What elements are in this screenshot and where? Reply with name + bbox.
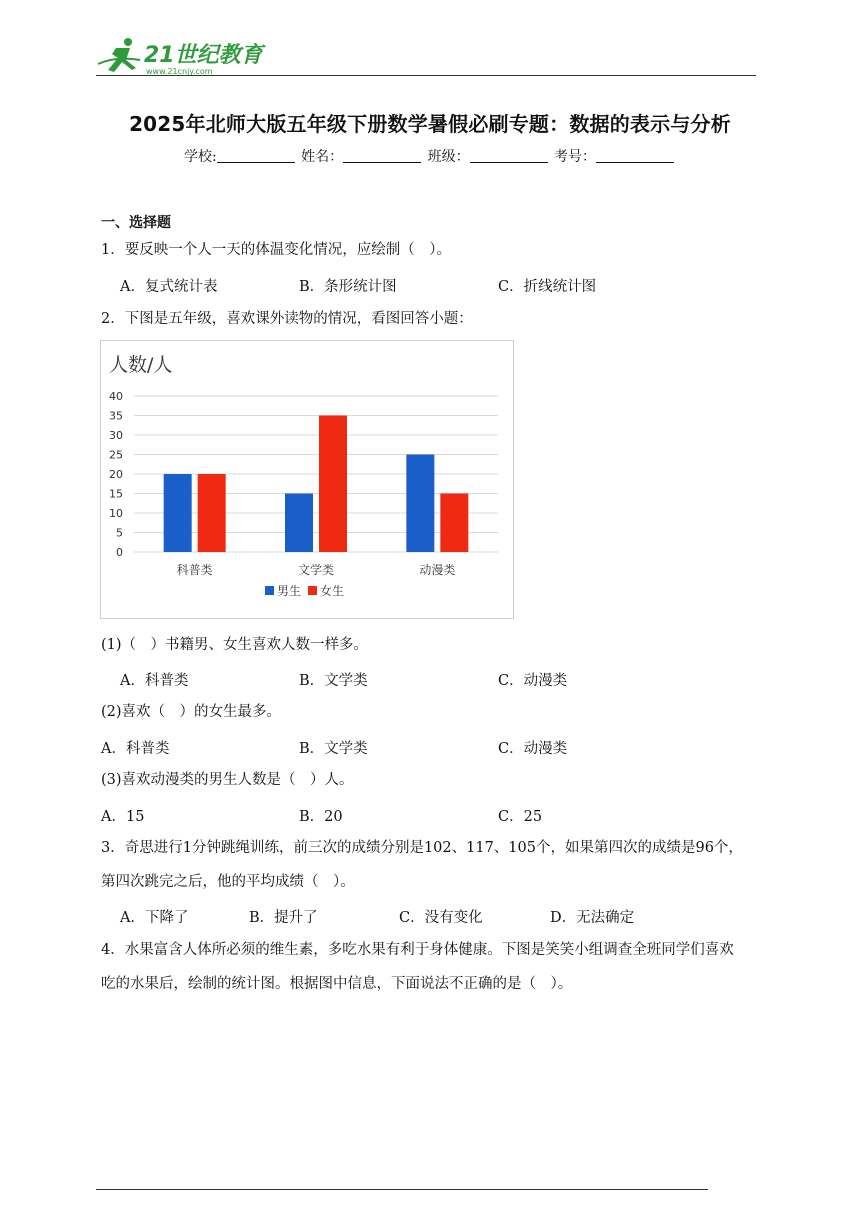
question-2-3-stem: (3)喜欢动漫类的男生人数是（ ）人。 — [101, 772, 354, 788]
exam-number-label: 考号： — [554, 149, 597, 165]
y-tick-label: 15 — [109, 487, 123, 501]
q3-option-a[interactable]: A．下降了 — [120, 910, 189, 926]
bar-girls-1 — [319, 416, 347, 553]
question-4-stem-line2: 吃的水果后，绘制的统计图。根据图中信息，下面说法不正确的是（ ）。 — [101, 976, 573, 992]
q2-1-option-a[interactable]: A．科普类 — [120, 673, 189, 689]
q1-option-b[interactable]: B．条形统计图 — [299, 279, 397, 295]
q2-2-option-b[interactable]: B．文学类 — [299, 741, 368, 757]
school-label: 学校: — [183, 149, 217, 165]
y-tick-label: 40 — [109, 390, 123, 403]
runner-logo-icon — [96, 34, 266, 78]
q2-2-option-a[interactable]: A．科普类 — [101, 741, 170, 757]
section-title: 一、选择题 — [101, 215, 171, 231]
question-3-stem-line2: 第四次跳完之后，他的平均成绩（ ）。 — [101, 874, 355, 890]
class-label: 班级： — [427, 149, 470, 165]
chart-title: 人数/人 — [109, 354, 173, 376]
x-category-label: 科普类 — [176, 563, 213, 577]
question-4-stem-line1: 4．水果富含人体所必须的维生素，多吃水果有利于身体健康。下图是笑笑小组调查全班同学们喜欢 — [101, 942, 734, 958]
header-divider — [96, 75, 756, 76]
bar-girls-0 — [198, 474, 226, 552]
y-tick-label: 5 — [116, 526, 123, 540]
page-title: 2025年北师大版五年级下册数学暑假必刷专题：数据的表示与分析 — [129, 112, 731, 136]
q2-2-option-c[interactable]: C．动漫类 — [498, 741, 568, 757]
q3-option-c[interactable]: C．没有变化 — [399, 910, 483, 926]
site-logo — [96, 34, 266, 78]
question-1-stem: 1．要反映一个人一天的体温变化情况，应绘制（ ）。 — [101, 242, 451, 258]
q2-3-option-b[interactable]: B．20 — [299, 809, 343, 825]
bar-girls-2 — [440, 494, 468, 553]
question-2-1-stem: (1)（ ）书籍男、女生喜欢人数一样多。 — [101, 637, 369, 653]
y-tick-label: 30 — [109, 429, 123, 442]
y-tick-label: 20 — [109, 468, 123, 481]
exam-number-field[interactable] — [596, 148, 674, 163]
x-category-label: 动漫类 — [419, 563, 456, 577]
legend-swatch — [265, 586, 274, 595]
q3-option-d[interactable]: D．无法确定 — [550, 910, 635, 926]
logo-url: www.21cnjy.com — [146, 67, 213, 76]
name-field[interactable] — [343, 148, 421, 163]
legend-label: 女生 — [320, 584, 345, 598]
q1-option-a[interactable]: A．复式统计表 — [120, 279, 218, 295]
bar-boys-1 — [285, 494, 313, 553]
y-tick-label: 25 — [109, 448, 123, 462]
y-tick-label: 0 — [116, 546, 123, 559]
student-info-line — [0, 146, 860, 166]
q2-3-option-a[interactable]: A．15 — [101, 809, 145, 825]
question-3-stem-line1: 3．奇思进行1分钟跳绳训练，前三次的成绩分别是102、117、105个，如果第四次的成绩是96个， — [101, 840, 743, 856]
q3-option-b[interactable]: B．提升了 — [249, 910, 318, 926]
bar-chart-svg — [101, 341, 513, 618]
bar-boys-2 — [406, 455, 434, 553]
q2-3-option-c[interactable]: C．25 — [498, 809, 543, 825]
logo-text: 21世纪教育 — [144, 43, 263, 68]
q2-1-option-c[interactable]: C．动漫类 — [498, 673, 568, 689]
x-category-label: 文学类 — [297, 563, 335, 577]
q1-option-c[interactable]: C．折线统计图 — [498, 279, 597, 295]
footer-divider — [96, 1189, 708, 1190]
school-field[interactable] — [217, 148, 295, 163]
name-label: 姓名： — [301, 149, 344, 165]
legend-label: 男生 — [277, 584, 302, 598]
class-field[interactable] — [470, 148, 548, 163]
y-tick-label: 10 — [109, 507, 123, 520]
q2-1-option-b[interactable]: B．文学类 — [299, 673, 368, 689]
bar-boys-0 — [164, 474, 192, 552]
reading-preference-chart — [100, 340, 514, 619]
question-2-stem: 2．下图是五年级，喜欢课外读物的情况，看图回答小题： — [101, 311, 473, 327]
legend-swatch — [308, 586, 317, 595]
y-tick-label: 35 — [109, 409, 123, 423]
question-2-2-stem: (2)喜欢（ ）的女生最多。 — [101, 704, 282, 720]
